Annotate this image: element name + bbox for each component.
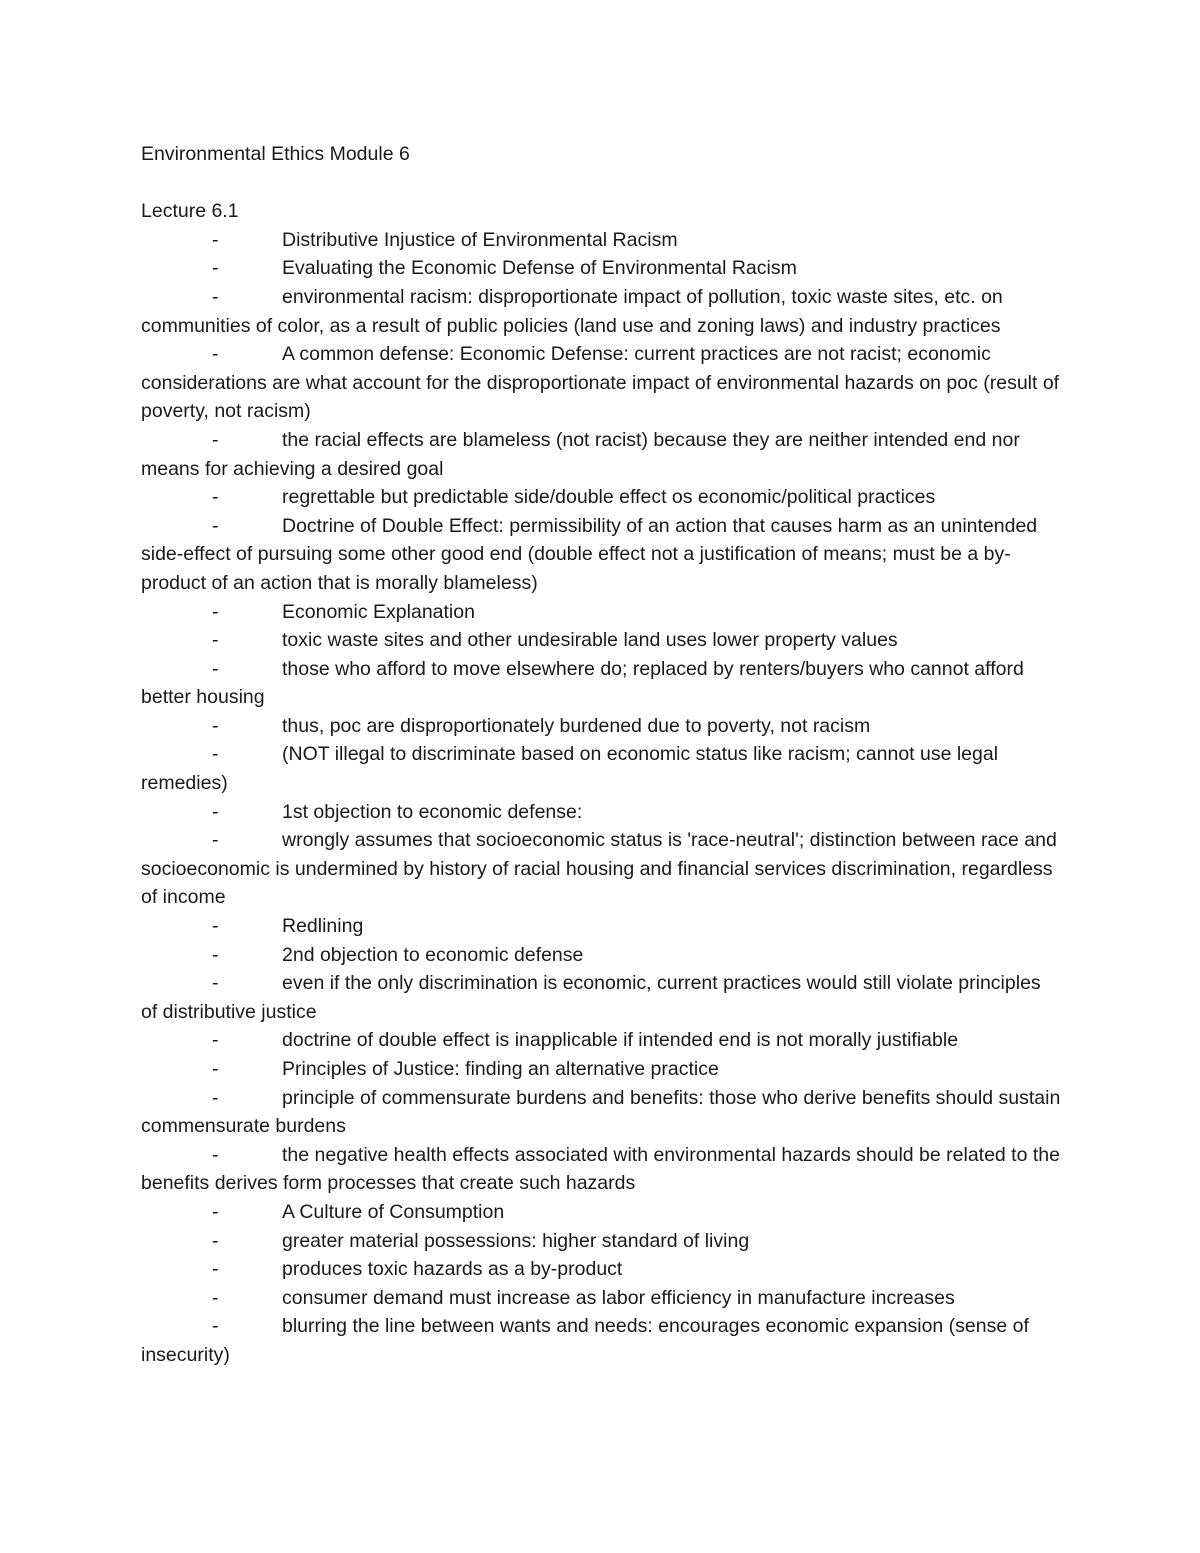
bullet-text: Distributive Injustice of Environmental Racism xyxy=(282,228,678,251)
bullet-item xyxy=(141,226,1061,255)
bullet-item xyxy=(141,254,1061,283)
bullet-item xyxy=(141,1141,1061,1198)
bullet-item xyxy=(141,626,1061,655)
bullet-text: environmental racism: disproportionate impact of pollution, toxic waste sites, etc. on communities of color, as a result of public policies (land use and zoning laws) and industry practices xyxy=(141,285,1003,337)
bullet-dash: - xyxy=(212,1286,219,1309)
bullet-dash: - xyxy=(212,1058,219,1080)
bullet-dash: - xyxy=(212,1315,219,1338)
bullet-item xyxy=(141,912,1061,941)
bullet-text: those who afford to move elsewhere do; replaced by renters/buyers who cannot afford better housing xyxy=(141,657,1024,709)
bullet-text: doctrine of double effect is inapplicable if intended end is not morally justifiable xyxy=(282,1029,959,1052)
bullet-text: blurring the line between wants and needs: encourages economic expansion (sense of insecurity) xyxy=(141,1315,1029,1366)
bullet-item xyxy=(141,1312,1061,1369)
bullet-item xyxy=(141,512,1061,598)
bullet-item xyxy=(141,598,1061,627)
bullet-dash: - xyxy=(212,228,219,251)
bullet-dash: - xyxy=(212,257,219,280)
bullet-item xyxy=(141,740,1061,797)
bullet-list xyxy=(141,226,1061,1370)
document-title: Environmental Ethics Module 6 xyxy=(141,143,410,165)
bullet-dash: - xyxy=(212,428,219,451)
bullet-dash: - xyxy=(212,1086,219,1109)
bullet-text: Economic Explanation xyxy=(282,600,475,623)
bullet-text: wrongly assumes that socioeconomic status is 'race-neutral'; distinction between race and socioeconomic is undermined by history of racial housing and financial services discrimination, regardless of income xyxy=(141,829,1057,909)
bullet-text: thus, poc are disproportionately burdened due to poverty, not racism xyxy=(282,714,871,737)
bullet-dash: - xyxy=(212,600,219,623)
bullet-text: 1st objection to economic defense: xyxy=(282,800,583,823)
bullet-dash: - xyxy=(212,829,219,852)
bullet-dash: - xyxy=(212,800,219,823)
bullet-dash: - xyxy=(212,1258,219,1281)
bullet-text: Doctrine of Double Effect: permissibility of an action that causes harm as an unintended side-effect of pursuing some other good end (double effect not a justification of means; must be a by-product of an action that is morally blameless) xyxy=(141,514,1038,594)
bullet-dash: - xyxy=(212,486,219,509)
bullet-dash: - xyxy=(212,1229,219,1252)
bullet-dash: - xyxy=(212,1029,219,1052)
bullet-text: the negative health effects associated with environmental hazards should be related to the benefits derives form processes that create such hazards xyxy=(141,1143,1060,1195)
bullet-text: Redlining xyxy=(282,915,364,938)
bullet-item xyxy=(141,941,1061,970)
bullet-dash: - xyxy=(212,343,219,366)
bullet-text: principle of commensurate burdens and benefits: those who derive benefits should sustain commensurate burdens xyxy=(141,1086,1061,1138)
bullet-text: produces toxic hazards as a by-product xyxy=(282,1258,623,1281)
bullet-text: (NOT illegal to discriminate based on economic status like racism; cannot use legal remedies) xyxy=(141,743,999,795)
bullet-text: even if the only discrimination is economic, current practices would still violate principles of distributive justice xyxy=(141,972,1041,1023)
bullet-text: greater material possessions: higher standard of living xyxy=(282,1229,750,1252)
bullet-item xyxy=(141,426,1061,483)
section-heading: Lecture 6.1 xyxy=(141,200,239,223)
bullet-dash: - xyxy=(212,629,219,652)
bullet-dash: - xyxy=(212,1200,219,1223)
bullet-item xyxy=(141,1055,1061,1084)
bullet-item xyxy=(141,969,1061,1026)
bullet-item xyxy=(141,1084,1061,1141)
document-page xyxy=(141,140,1061,1370)
bullet-dash: - xyxy=(212,972,219,995)
bullet-dash: - xyxy=(212,285,219,308)
bullet-item xyxy=(141,655,1061,712)
bullet-item xyxy=(141,340,1061,426)
bullet-dash: - xyxy=(212,915,219,938)
bullet-text: consumer demand must increase as labor efficiency in manufacture increases xyxy=(282,1286,955,1309)
bullet-dash: - xyxy=(212,943,219,966)
blank-line xyxy=(141,169,1061,198)
bullet-item xyxy=(141,483,1061,512)
bullet-item xyxy=(141,1026,1061,1055)
bullet-item xyxy=(141,1227,1061,1256)
bullet-item xyxy=(141,1255,1061,1284)
bullet-dash: - xyxy=(212,714,219,737)
bullet-item xyxy=(141,798,1061,827)
bullet-dash: - xyxy=(212,743,219,766)
bullet-item xyxy=(141,1284,1061,1313)
bullet-item xyxy=(141,826,1061,912)
bullet-text: the racial effects are blameless (not racist) because they are neither intended end nor means for achieving a desired goal xyxy=(141,428,1020,480)
bullet-dash: - xyxy=(212,514,219,537)
bullet-text: A Culture of Consumption xyxy=(282,1200,505,1223)
bullet-text: Evaluating the Economic Defense of Environmental Racism xyxy=(282,257,797,280)
bullet-text: 2nd objection to economic defense xyxy=(282,943,584,966)
bullet-dash: - xyxy=(212,657,219,680)
bullet-item xyxy=(141,283,1061,340)
bullet-dash: - xyxy=(212,1143,219,1166)
bullet-text: Principles of Justice: finding an alternative practice xyxy=(282,1058,719,1080)
bullet-item xyxy=(141,1198,1061,1227)
bullet-text: toxic waste sites and other undesirable land uses lower property values xyxy=(282,629,898,652)
bullet-text: regrettable but predictable side/double effect os economic/political practices xyxy=(282,486,936,509)
bullet-text: A common defense: Economic Defense: current practices are not racist; economic considerations are what account for the disproportionate impact of environmental hazards on poc (result of poverty, not racism) xyxy=(141,343,1060,423)
bullet-item xyxy=(141,712,1061,741)
